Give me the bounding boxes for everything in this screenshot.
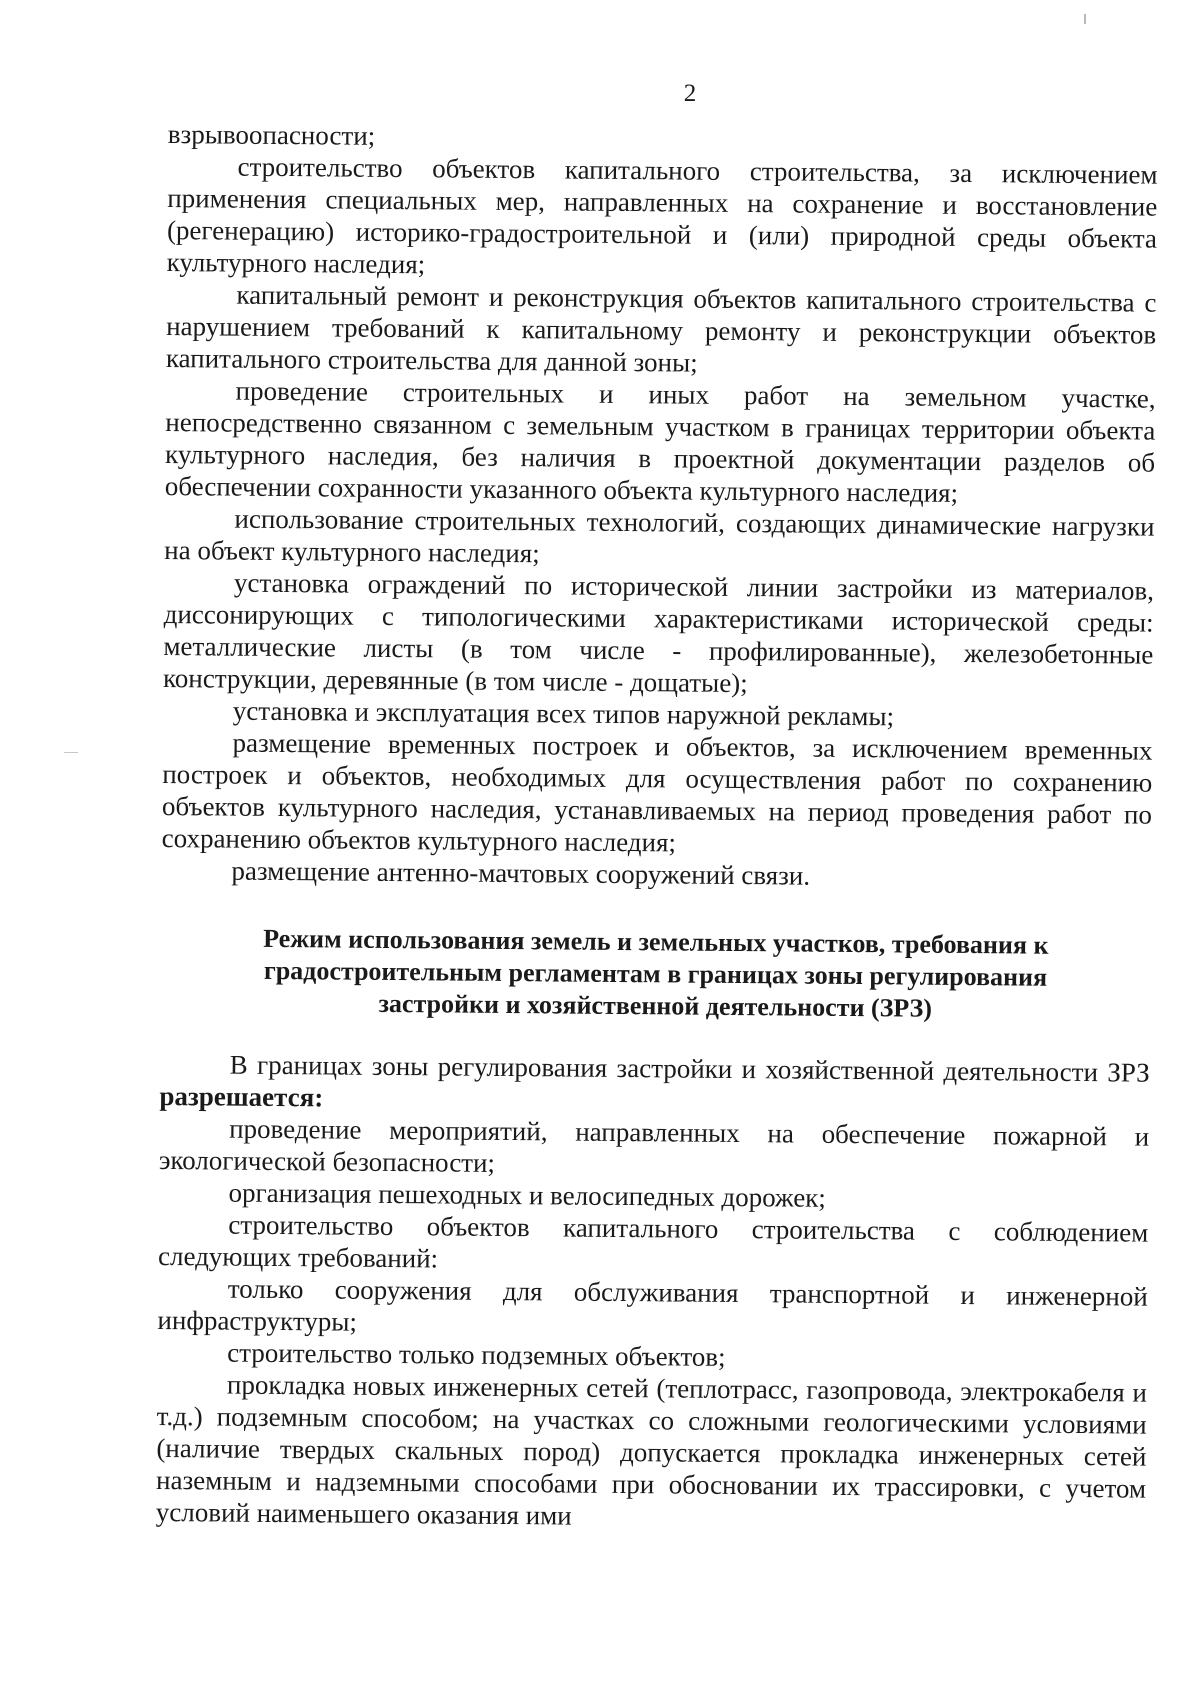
list-item: взрывоопасности; <box>167 118 376 151</box>
list-item: капитальный ремонт и реконструкция объектов капитального строительства с нарушением требований к капитальному ремонту и реконструкции объектов капитального строительства для данной зоны; <box>165 279 1157 378</box>
section-intro <box>159 1048 1150 1121</box>
list-item: использование строительных технологий, создающих динамические нагрузки на объект культурного наследия; <box>164 503 1155 569</box>
intro-text: В границах зоны регулирования застройки и хозяйственной деятельности ЗРЗ <box>229 1049 1150 1088</box>
intro-emphasis: разрешается: <box>159 1080 324 1113</box>
scan-mark <box>64 752 78 753</box>
list-item: строительство объектов капитального строительства, за исключением применения специальных мер, направленных на сохранение и восстановление (регенерацию) историко-градостроительной и (или) природной среды объекта культурного наследия; <box>166 151 1158 280</box>
scan-mark <box>1084 14 1086 24</box>
list-item: размещение антенно-мачтовых сооружений связи. <box>231 855 811 891</box>
section-heading: Режим использования земель и земельных участков, требования к градостроительным регламентам в границах зоны регулирования застройки и хозяйственной деятельности (ЗРЗ) <box>263 923 1049 1023</box>
list-item: проведение мероприятий, направленных на обеспечение пожарной и экологической безопасности; <box>158 1113 1150 1178</box>
list-item: строительство объектов капитального строительства с соблюдением следующих требований: <box>157 1209 1149 1274</box>
list-item: организация пешеходных и велосипедных дорожек; <box>228 1177 827 1213</box>
list-item: проведение строительных и иных работ на земельном участке, непосредственно связанном с земельным участком в границах территории объекта культурного наследия, без наличия в проектной документации разделов об обеспечении сохранности указанного объекта культурного наследия; <box>164 375 1156 508</box>
list-item: размещение временных построек и объектов, за исключением временных построек и объектов, необходимых для осуществления работ по сохранению объектов культурного наследия, устанавливаемых на период проведения работ по сохранению объектов культурного наследия; <box>161 727 1153 858</box>
document-body <box>156 118 1158 1537</box>
list-item: строительство только подземных объектов; <box>227 1337 726 1372</box>
page-number: 2 <box>683 80 697 107</box>
list-item: прокладка новых инженерных сетей (теплотрасс, газопровода, электрокабеля и т.д.) подземным способом; на участках со сложными геологическими условиями (наличие твердых скальных пород) допускается прокладка инженерных сетей наземным и надземными способами при обосновании их трассировки, с учетом условий наименьшего оказания ими <box>155 1369 1148 1531</box>
list-item: установка и эксплуатация всех типов наружной рекламы; <box>232 695 895 732</box>
list-item: установка ограждений по исторической линии застройки из материалов, диссонирующих с типологическими характеристиками исторической среды: металлические листы (в том числе - профилированные), железобетонные конструкции, деревянные (в том числе - дощатые); <box>162 567 1155 699</box>
list-item: только сооружения для обслуживания транспортной и инженерной инфраструктуры; <box>157 1273 1148 1337</box>
